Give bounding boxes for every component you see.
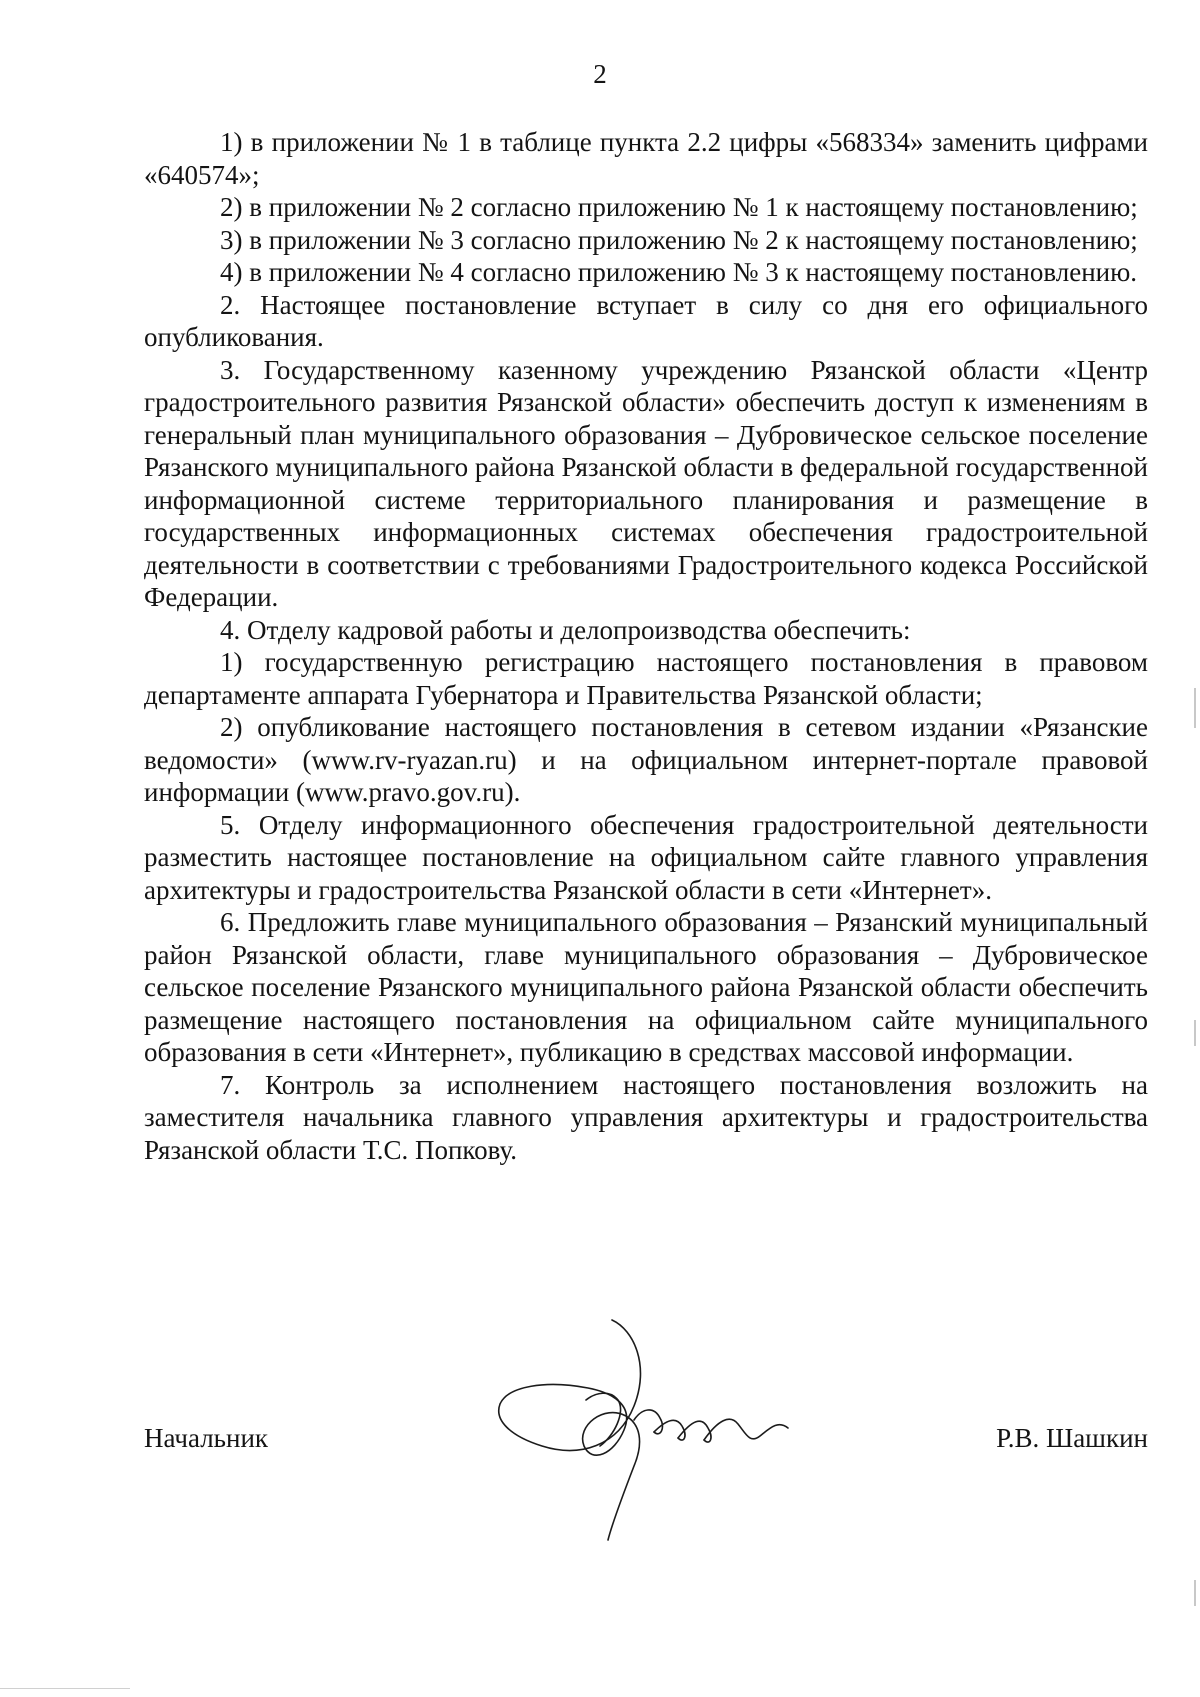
scan-edge-mark <box>1194 688 1196 728</box>
scan-edge-mark <box>1194 1580 1196 1606</box>
paragraph-4-1-registration: 1) государственную регистрацию настоящего постановления в правовом департаменте аппарата Губернатора и Правительства Рязанской области; <box>144 647 1148 710</box>
paragraph-item-3-appendix-3: 3) в приложении № 3 согласно приложению № 2 к настоящему постановлению; <box>220 224 1138 255</box>
signatory-name: Р.В. Шашкин <box>996 1423 1148 1453</box>
paragraph-4-department-duties: 4. Отделу кадровой работы и делопроизводства обеспечить: <box>220 614 911 645</box>
scan-bottom-mark <box>0 1688 130 1689</box>
paragraph-item-4-appendix-4: 4) в приложении № 4 согласно приложению № 3 к настоящему постановлению. <box>220 257 1138 287</box>
signatory-position: Начальник <box>144 1423 269 1453</box>
paragraph-4-2-publication: 2) опубликование настоящего постановления в сетевом издании «Рязанские ведомости» (www.rv-ryazan.ru) и на официальном интернет-портале правовой информации (www.pravo.gov.ru). <box>144 712 1148 807</box>
paragraph-5-website-posting: 5. Отделу информационного обеспечения градостроительной деятельности разместить настоящее постановление на официальном сайте главного управления архитектуры и градостроительства Рязанской области в сети «Интернет». <box>144 809 1148 905</box>
page-number: 2 <box>593 59 607 89</box>
paragraph-6-municipal-proposal: 6. Предложить главе муниципального образования – Рязанский муниципальный район Рязанской области, главе муниципального образования – Дубровическое сельское поселение Рязанского муниципального района Рязанской области обеспечить размещение настоящего постановления на официальном сайте муниципального образования в сети «Интернет», публикацию в средствах массовой информации. <box>144 907 1148 1067</box>
paragraph-item-2-appendix-2: 2) в приложении № 2 согласно приложению № 1 к настоящему постановлению; <box>220 192 1138 222</box>
paragraph-item-1-appendix-1: 1) в приложении № 1 в таблице пункта 2.2 цифры «568334» заменить цифрами «640574»; <box>144 127 1148 190</box>
signature-block <box>144 1422 1148 1462</box>
paragraph-3-access-provision: 3. Государственному казенному учреждению Рязанской области «Центр градостроительного развития Рязанской области» обеспечить доступ к изменениям в генеральный план муниципального образования – Дубровическое сельское поселение Рязанского муниципального района Рязанской области в федеральной государственной информационной системе территориального планирования и размещение в государственных информационных системах обеспечения градостроительной деятельности в соответствии с требованиями Градостроительного кодекса Российской Федерации. <box>144 354 1148 612</box>
scan-edge-mark <box>1194 1020 1196 1046</box>
handwritten-signature <box>484 1296 824 1546</box>
document-body <box>144 126 1148 1166</box>
paragraph-2-entry-into-force: 2. Настоящее постановление вступает в силу со дня его официального опубликования. <box>144 289 1148 352</box>
paragraph-7-control: 7. Контроль за исполнением настоящего постановления возложить на заместителя начальника главного управления архитектуры и градостроительства Рязанской области Т.С. Попкову. <box>144 1069 1148 1165</box>
